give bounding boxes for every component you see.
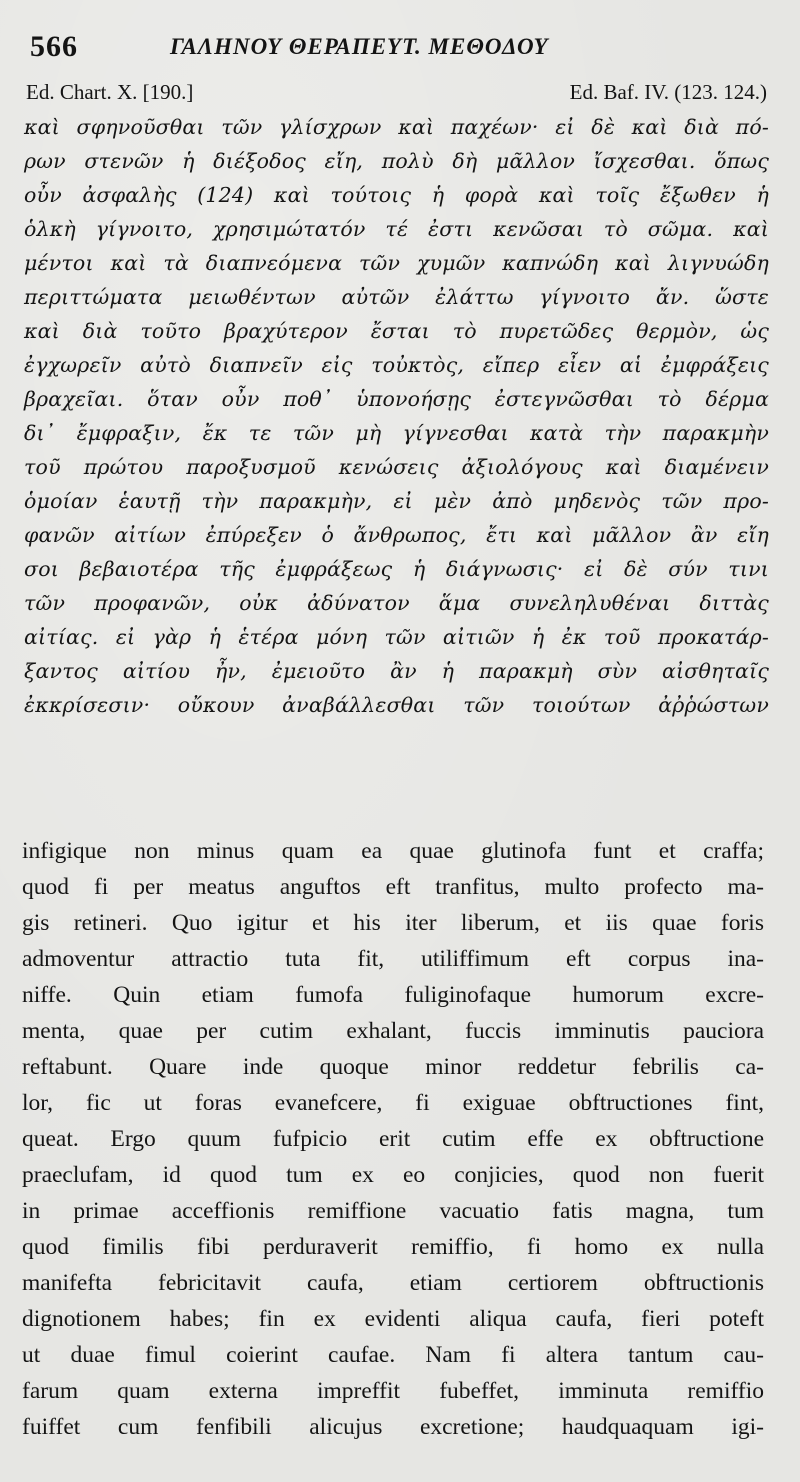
latin-line: dignotionem habes; fin ex evidenti aliqua caufa, fieri poteft	[22, 1306, 764, 1332]
latin-line: admoventur attractio tuta fit, utiliffimum eft corpus ina-	[22, 946, 764, 972]
greek-line: οὖν ἀσφαλὴς (124) καὶ τούτοις ἡ φορὰ καὶ τοῖς ἔξωθεν ἡ	[24, 183, 769, 207]
latin-line: queat. Ergo quum fufpicio erit cutim effe ex obftructione	[22, 1126, 764, 1152]
greek-line: δι᾽ ἔμφραξιν, ἔκ τε τῶν μὴ γίγνεσθαι κατὰ τὴν παρακμὴν	[24, 421, 769, 445]
latin-line: quod fi per meatus anguftos eft tranfitus, multo profecto ma-	[22, 874, 764, 900]
greek-line: ἐκκρίσεσιν· οὔκουν ἀναβάλλεσθαι τῶν τοιούτων ἀῤῥώστων	[24, 693, 769, 717]
latin-line: menta, quae per cutim exhalant, fuccis imminutis pauciora	[22, 1018, 764, 1044]
latin-line: gis retineri. Quo igitur et his iter liberum, et iis quae foris	[22, 910, 764, 936]
latin-line: in primae acceffionis remiffione vacuatio fatis magna, tum	[22, 1198, 764, 1224]
latin-line: niffe. Quin etiam fumofa fuliginofaque humorum excre-	[22, 982, 764, 1008]
greek-line: αἰτίας. εἰ γὰρ ἡ ἑτέρα μόνη τῶν αἰτιῶν ἡ ἐκ τοῦ προκατάρ-	[24, 625, 769, 649]
page-number: 566	[30, 30, 78, 63]
greek-line: καὶ σφηνοῦσθαι τῶν γλίσχρων καὶ παχέων· εἰ δὲ καὶ διὰ πό-	[24, 115, 769, 139]
latin-line: ut duae fimul coierint caufae. Nam fi altera tantum cau-	[22, 1342, 764, 1368]
edition-basel: Ed. Baf. IV. (123. 124.)	[569, 80, 767, 104]
latin-line: infigique non minus quam ea quae glutinofa funt et craffa;	[22, 838, 764, 864]
latin-line: fuiffet cum fenfibili alicujus excretione; haudquaquam igi-	[22, 1414, 764, 1440]
latin-line: manifefta febricitavit caufa, etiam certiorem obftructionis	[22, 1270, 764, 1296]
greek-line: καὶ διὰ τοῦτο βραχύτερον ἔσται τὸ πυρετῶδες θερμὸν, ὡς	[24, 319, 769, 343]
latin-line: praeclufam, id quod tum ex eo conjicies, quod non fuerit	[22, 1162, 764, 1188]
greek-line: ὁμοίαν ἑαυτῇ τὴν παρακμὴν, εἰ μὲν ἀπὸ μηδενὸς τῶν προ-	[24, 489, 769, 513]
running-title: ΓΑΛΗΝΟΥ ΘΕΡΑΠΕΥΤ. ΜΕΘΟΔΟΥ	[170, 34, 549, 59]
greek-line: ρων στενῶν ἡ διέξοδος εἴη, πολὺ δὴ μᾶλλον ἴσχεσθαι. ὅπως	[24, 149, 769, 173]
greek-line: βραχεῖαι. ὅταν οὖν ποθ᾽ ὑπονοήσῃς ἐστεγνῶσθαι τὸ δέρμα	[24, 387, 769, 411]
greek-line: ἐγχωρεῖν αὐτὸ διαπνεῖν εἰς τοὐκτὸς, εἴπερ εἶεν αἱ ἐμφράξεις	[24, 353, 769, 377]
greek-text-block	[24, 110, 769, 722]
latin-line: reftabunt. Quare inde quoque minor reddetur febrilis ca-	[22, 1054, 764, 1080]
edition-chartier: Ed. Chart. X. [190.]	[26, 80, 194, 104]
latin-line: quod fimilis fibi perduraverit remiffio, fi homo ex nulla	[22, 1234, 764, 1260]
greek-line: μέντοι καὶ τὰ διαπνεόμενα τῶν χυμῶν καπνώδη καὶ λιγνυώδη	[24, 251, 769, 275]
greek-line: φανῶν αἰτίων ἐπύρεξεν ὁ ἄνθρωπος, ἔτι καὶ μᾶλλον ἂν εἴη	[24, 523, 769, 547]
greek-line: περιττώματα μειωθέντων αὐτῶν ἐλάττω γίγνοιτο ἄν. ὥστε	[24, 285, 769, 309]
show-through-from-reverse	[40, 758, 760, 818]
page-header	[22, 30, 782, 70]
greek-line: ξαντος αἰτίου ἦν, ἐμειοῦτο ἂν ἡ παρακμὴ σὺν αἰσθηταῖς	[24, 659, 769, 683]
edition-reference-line	[22, 80, 767, 108]
greek-line: ὁλκὴ γίγνοιτο, χρησιμώτατόν τέ ἐστι κενῶσαι τὸ σῶμα. καὶ	[24, 217, 769, 241]
greek-line: τῶν προφανῶν, οὐκ ἀδύνατον ἅμα συνεληλυθέναι διττὰς	[24, 591, 769, 615]
latin-line: lor, fic ut foras evanefcere, fi exiguae obftructiones fint,	[22, 1090, 764, 1116]
greek-line: σοι βεβαιοτέρα τῆς ἐμφράξεως ἡ διάγνωσις· εἰ δὲ σύν τινι	[24, 557, 769, 581]
greek-line: τοῦ πρώτου παροξυσμοῦ κενώσεις ἀξιολόγους καὶ διαμένειν	[24, 455, 769, 479]
latin-line: farum quam externa impreffit fubeffet, imminuta remiffio	[22, 1378, 764, 1404]
latin-text-block	[22, 833, 764, 1445]
